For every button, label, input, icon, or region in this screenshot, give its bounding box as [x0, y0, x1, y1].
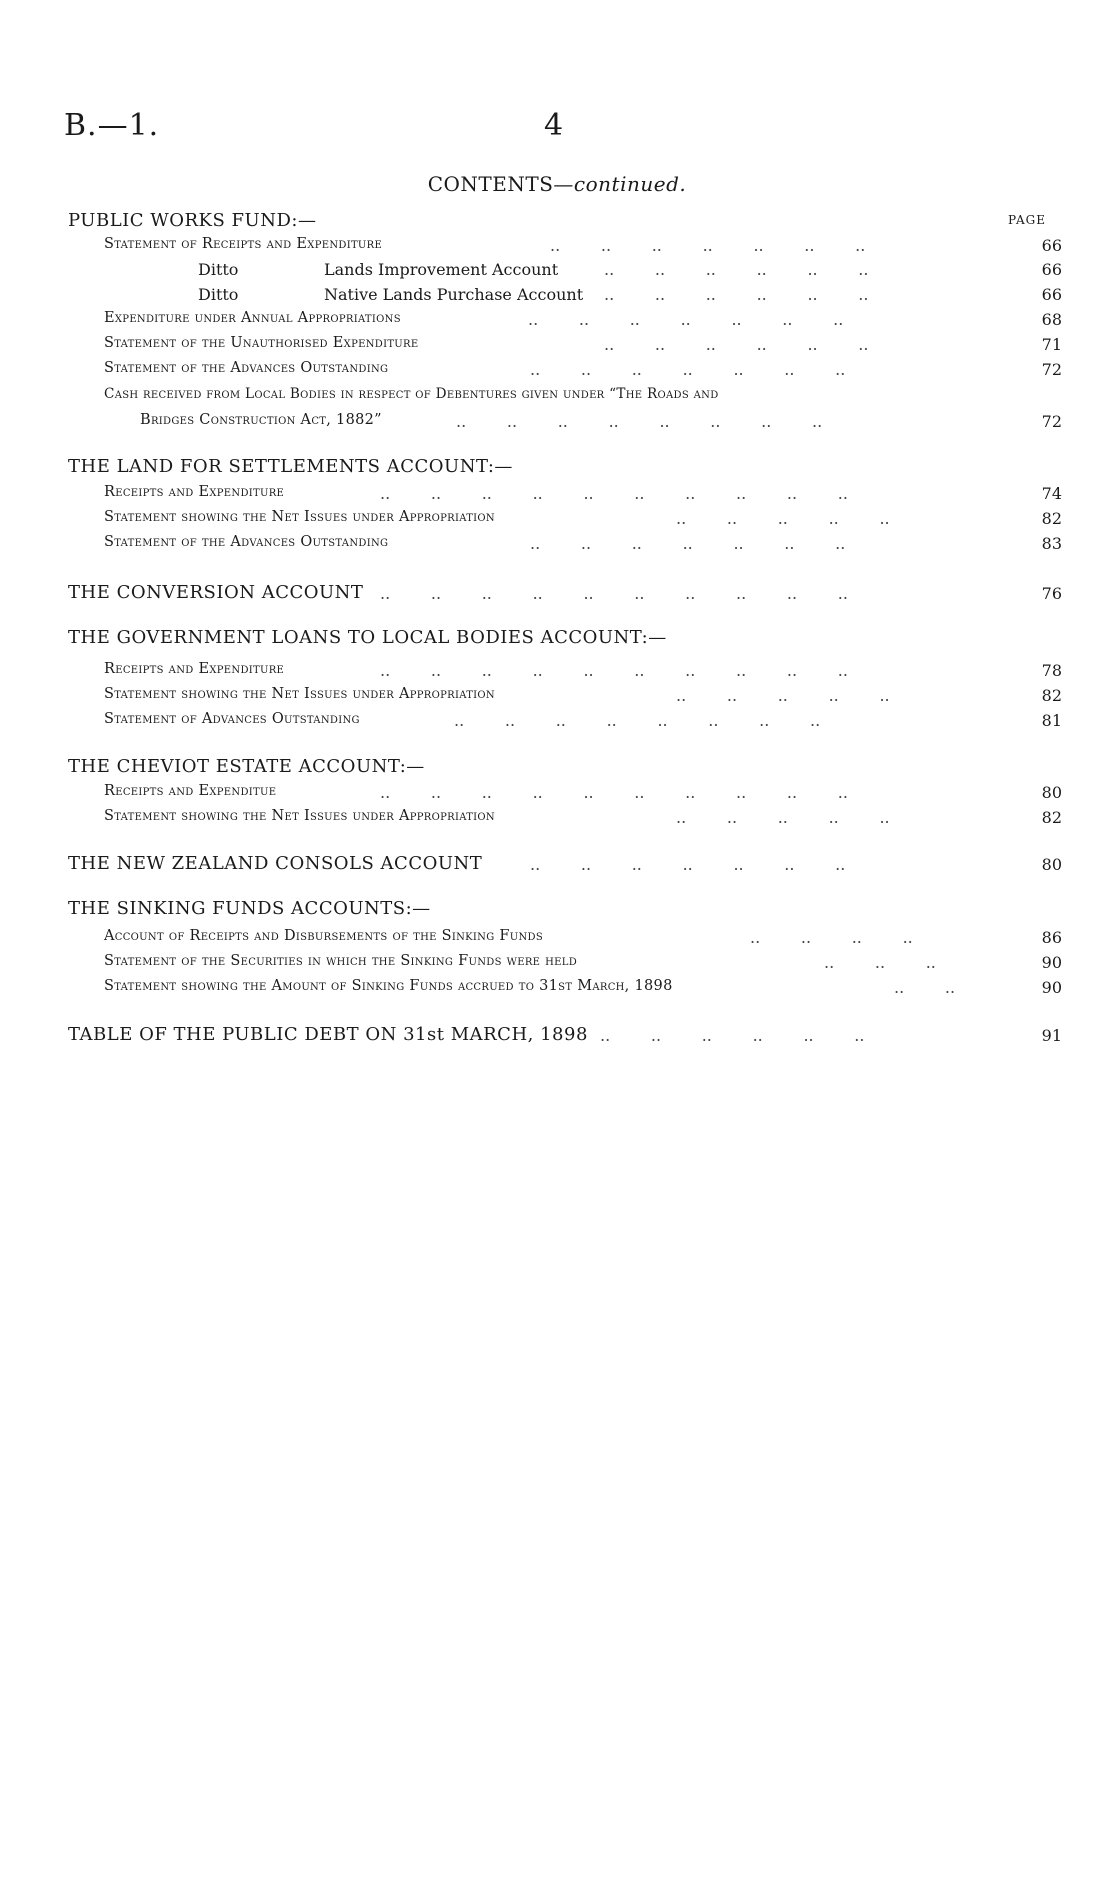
- leader-dots: .. .. ..: [824, 953, 936, 972]
- toc-entry-cash-local-bodies-cont: Bridges Construction Act, 1882”: [140, 412, 382, 428]
- page-ref: 68: [1041, 310, 1062, 329]
- toc-entry-advances-outstanding: Statement of Advances Outstanding: [104, 711, 360, 727]
- page-ref: 80: [1041, 783, 1062, 802]
- toc-entry-securities-held: Statement of the Securities in which the Sinking Funds were held: [104, 953, 578, 969]
- leader-dots: .. .. .. .. .. .. ..: [530, 360, 846, 379]
- toc-entry-cash-local-bodies: Cash received from Local Bodies in respect of Debentures given under “The Roads and: [104, 386, 719, 402]
- contents-title: [0, 172, 1114, 196]
- leader-dots: .. .. .. .. .. .. .. ..: [456, 412, 823, 431]
- toc-entry-receipts-expenditure: Statement of Receipts and Expenditure: [104, 236, 383, 252]
- leader-dots: .. .. .. ..: [750, 928, 913, 947]
- contents-title-main: CONTENTS: [427, 172, 554, 196]
- toc-entry-receipts-expenditure: Receipts and Expenditue: [104, 783, 277, 799]
- toc-entry-lands-improvement: Lands Improvement Account: [324, 260, 559, 279]
- leader-dots: .. .. .. .. .. ..: [600, 1026, 865, 1045]
- page-ref: 80: [1041, 855, 1062, 874]
- leader-dots: .. .. .. .. .. .. .. .. .. ..: [380, 584, 848, 603]
- section-heading-land-for-settlements: THE LAND FOR SETTLEMENTS ACCOUNT:—: [68, 456, 513, 477]
- leader-dots: .. .. .. .. ..: [676, 808, 890, 827]
- page-ref: 82: [1041, 509, 1062, 528]
- page-number: 4: [544, 108, 564, 143]
- page-ref: 81: [1041, 711, 1062, 730]
- document-reference: B.—1.: [64, 108, 160, 143]
- page-ref: 78: [1041, 661, 1062, 680]
- toc-entry-receipts-expenditure: Receipts and Expenditure: [104, 484, 285, 500]
- leader-dots: .. .. .. .. .. .. ..: [528, 310, 844, 329]
- page-ref: 71: [1041, 335, 1062, 354]
- section-heading-conversion-account: THE CONVERSION ACCOUNT: [68, 582, 364, 603]
- toc-entry-unauthorised-expenditure: Statement of the Unauthorised Expenditure: [104, 335, 419, 351]
- ditto-label: Ditto: [198, 285, 239, 304]
- leader-dots: .. .. .. .. .. .. .. .. .. ..: [380, 783, 848, 802]
- leader-dots: .. .. .. .. .. ..: [604, 260, 869, 279]
- section-heading-government-loans: THE GOVERNMENT LOANS TO LOCAL BODIES ACCOUNT:—: [68, 627, 667, 648]
- page-ref: 86: [1041, 928, 1062, 947]
- toc-entry-sinking-funds-accrued: Statement showing the Amount of Sinking Funds accrued to 31st March, 1898: [104, 978, 673, 994]
- leader-dots: .. .. .. .. .. .. ..: [550, 236, 866, 255]
- leader-dots: .. .. .. .. .. .. .. .. .. ..: [380, 661, 848, 680]
- section-heading-cheviot-estate: THE CHEVIOT ESTATE ACCOUNT:—: [68, 756, 425, 777]
- toc-entry-net-issues: Statement showing the Net Issues under Appropriation: [104, 808, 495, 824]
- leader-dots: .. .. .. .. .. .. ..: [530, 534, 846, 553]
- section-heading-nz-consols: THE NEW ZEALAND CONSOLS ACCOUNT: [68, 853, 483, 874]
- page-ref: 66: [1041, 236, 1062, 255]
- page-ref: 76: [1041, 584, 1062, 603]
- page-ref: 82: [1041, 686, 1062, 705]
- leader-dots: .. .. .. .. .. ..: [604, 335, 869, 354]
- page-ref: 66: [1041, 260, 1062, 279]
- page-ref: 72: [1041, 360, 1062, 379]
- page-ref: 83: [1041, 534, 1062, 553]
- leader-dots: .. .. .. .. .. .. ..: [530, 855, 846, 874]
- toc-entry-advances-outstanding: Statement of the Advances Outstanding: [104, 534, 389, 550]
- leader-dots: .. .. .. .. ..: [676, 509, 890, 528]
- page-column-label: PAGE: [1008, 213, 1046, 227]
- leader-dots: .. .. .. .. .. .. .. .. .. ..: [380, 484, 848, 503]
- page-ref: 91: [1041, 1026, 1062, 1045]
- toc-entry-receipts-expenditure: Receipts and Expenditure: [104, 661, 285, 677]
- section-heading-sinking-funds: THE SINKING FUNDS ACCOUNTS:—: [68, 898, 431, 919]
- page-ref: 90: [1041, 953, 1062, 972]
- section-heading-public-works-fund: PUBLIC WORKS FUND:—: [68, 210, 317, 231]
- toc-entry-native-lands-purchase: Native Lands Purchase Account: [324, 285, 584, 304]
- page-ref: 72: [1041, 412, 1062, 431]
- leader-dots: .. .. .. .. ..: [676, 686, 890, 705]
- page-ref: 82: [1041, 808, 1062, 827]
- section-heading-public-debt: TABLE OF THE PUBLIC DEBT ON 31st MARCH, 1898: [68, 1024, 588, 1045]
- leader-dots: .. ..: [894, 978, 956, 997]
- leader-dots: .. .. .. .. .. .. .. ..: [454, 711, 821, 730]
- toc-entry-net-issues: Statement showing the Net Issues under Appropriation: [104, 686, 495, 702]
- ditto-label: Ditto: [198, 260, 239, 279]
- toc-entry-receipts-disbursements: Account of Receipts and Disbursements of the Sinking Funds: [104, 928, 544, 944]
- page-ref: 90: [1041, 978, 1062, 997]
- leader-dots: .. .. .. .. .. ..: [604, 285, 869, 304]
- toc-entry-net-issues: Statement showing the Net Issues under Appropriation: [104, 509, 495, 525]
- toc-entry-annual-appropriations: Expenditure under Annual Appropriations: [104, 310, 401, 326]
- toc-entry-advances-outstanding: Statement of the Advances Outstanding: [104, 360, 389, 376]
- page-ref: 74: [1041, 484, 1062, 503]
- page-ref: 66: [1041, 285, 1062, 304]
- contents-title-suffix: —continued.: [553, 172, 687, 196]
